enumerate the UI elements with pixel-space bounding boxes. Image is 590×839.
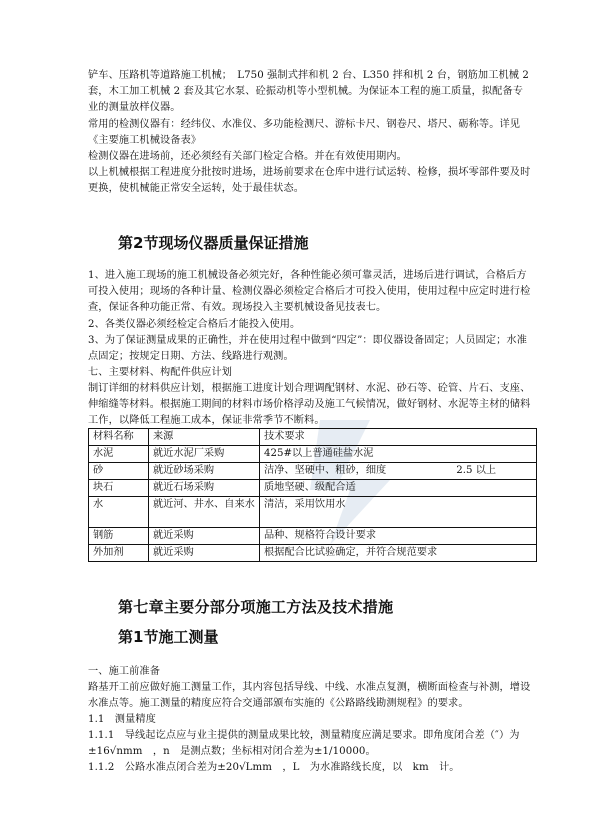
table-cell: 水泥 bbox=[89, 446, 149, 463]
paragraph-survey-work: 路基开工前应做好施工测量工作，其内容包括导线、中线、水准点复测，横断面检查与补测，增设水准点等。施工测量的精度应符合交通部颁布实施的《公路路线勘测规程》的要求。 bbox=[88, 682, 531, 710]
paragraph-benchmark-accuracy: 1.1.2 公路水准点闭合差为±20√Lmm ，L 为水准路线长度，以 km 计。 bbox=[88, 762, 460, 773]
table-header-cell: 来源 bbox=[149, 429, 260, 446]
table-row bbox=[89, 446, 537, 463]
heading-materials-plan: 七、主要材料、构配件供应计划 bbox=[88, 367, 233, 378]
table-row bbox=[89, 480, 537, 497]
table-header-cell: 技术要求 bbox=[260, 429, 537, 446]
paragraph-item-2: 2、各类仪器必须经检定合格后才能投入使用。 bbox=[88, 319, 301, 330]
materials-table bbox=[88, 428, 537, 562]
table-cell: 就近河、井水、自来水 bbox=[149, 497, 260, 528]
table-header-row bbox=[89, 429, 537, 446]
paragraph-instruments: 常用的检测仪器有：经纬仪、水准仪、多功能检测尺、游标卡尺、钢卷尺、塔尺、砺称等。详见《主要施工机械设备表》 bbox=[88, 119, 521, 147]
chapter-7-title: 第七章主要分部分项施工方法及技术措施 bbox=[118, 598, 394, 616]
section-2-title: 第2节现场仪器质量保证措施 bbox=[118, 234, 309, 252]
table-cell: 质地坚硬、级配合适 bbox=[260, 480, 537, 497]
table-cell: 砂 bbox=[89, 463, 149, 480]
table-cell: 外加剂 bbox=[89, 545, 149, 562]
table-cell: 就近采购 bbox=[149, 545, 260, 562]
heading-preparation: 一、施工前准备 bbox=[88, 666, 161, 677]
paragraph-item-1: 1、进入施工现场的施工机械设备必须完好，各种性能必须可靠灵活，进场后进行调试，合格后方可投入使用；现场的各种计量、检测仪器必须检定合格后才可投入使用，使用过程中应定时进行检查，保证各种功能正常、有效。现场投入主要机械设备见技表七。 bbox=[88, 270, 531, 314]
heading-accuracy: 1.1 测量精度 bbox=[88, 714, 156, 725]
table-row bbox=[89, 545, 537, 562]
table-cell: 水 bbox=[89, 497, 149, 528]
table-cell: 就近水泥厂采购 bbox=[149, 446, 260, 463]
paragraph-machinery: 铲车、压路机等道路施工机械； L750 强制式拌和机 2 台、L350 拌和机 2 台，钢筋加工机械 2 套，木工加工机械 2 套及其它水泵、砼振动机等小型机械。为保证本工程的施工质量，拟配备专业的测量放样仪器。 bbox=[88, 70, 530, 114]
table-cell: 就近砂场采购 bbox=[149, 463, 260, 480]
table-cell-text: 2.5 以上 bbox=[456, 465, 497, 476]
table-cell: 块石 bbox=[89, 480, 149, 497]
table-row bbox=[89, 528, 537, 545]
paragraph-item-3: 3、为了保证测量成果的正确性，并在使用过程中做到“四定”：即仪器设备固定；人员固定；水准点固定；按规定日期、方法、线路进行观测。 bbox=[88, 335, 527, 363]
table-row bbox=[89, 463, 537, 480]
table-row bbox=[89, 497, 537, 528]
table-cell: 就近石场采购 bbox=[149, 480, 260, 497]
table-cell: 425#以上普通硅盐水泥 bbox=[260, 446, 537, 463]
section-1-title: 第1节施工测量 bbox=[118, 628, 219, 646]
table-cell: 就近采购 bbox=[149, 528, 260, 545]
table-cell-text: 洁净、坚硬中、粗砂，细度 bbox=[264, 465, 387, 476]
paragraph-entry-schedule: 以上机械根据工程进度分批按时进场，进场前要求在仓库中进行试运转、检修，损坏零部件要及时更换，使机械能正常安全运转，处于最佳状态。 bbox=[88, 167, 531, 195]
table-cell: 品种、规格符合设计要求 bbox=[260, 528, 537, 545]
table-header-cell: 材料名称 bbox=[89, 429, 149, 446]
paragraph-traverse-accuracy: 1.1.1 导线起讫点应与业主提供的测量成果比较，测量精度应满足要求。即角度闭合差（″）为±16√nmm ，n 是测点数；坐标相对闭合差为±1/10000。 bbox=[88, 730, 520, 758]
paragraph-materials-plan: 制订详细的材料供应计划，根据施工进度计划合理调配钢材、水泥、砂石等、砼管、片石、支座、伸缩缝等材料。根据施工期间的材料市场价格浮动及施工气候情况，做好钢材、水泥等主材的储料工作，以降低工程施工成本，保证非常季节不断料。 bbox=[88, 383, 531, 427]
table-cell: 清洁，采用饮用水 bbox=[260, 497, 537, 528]
table-cell: 钢筋 bbox=[89, 528, 149, 545]
table-cell: 根据配合比试验确定，并符合规范要求 bbox=[260, 545, 537, 562]
table-cell bbox=[260, 463, 537, 480]
paragraph-calibration: 检测仪器在进场前，还必须经有关部门检定合格。并在有效使用期内。 bbox=[88, 151, 407, 162]
